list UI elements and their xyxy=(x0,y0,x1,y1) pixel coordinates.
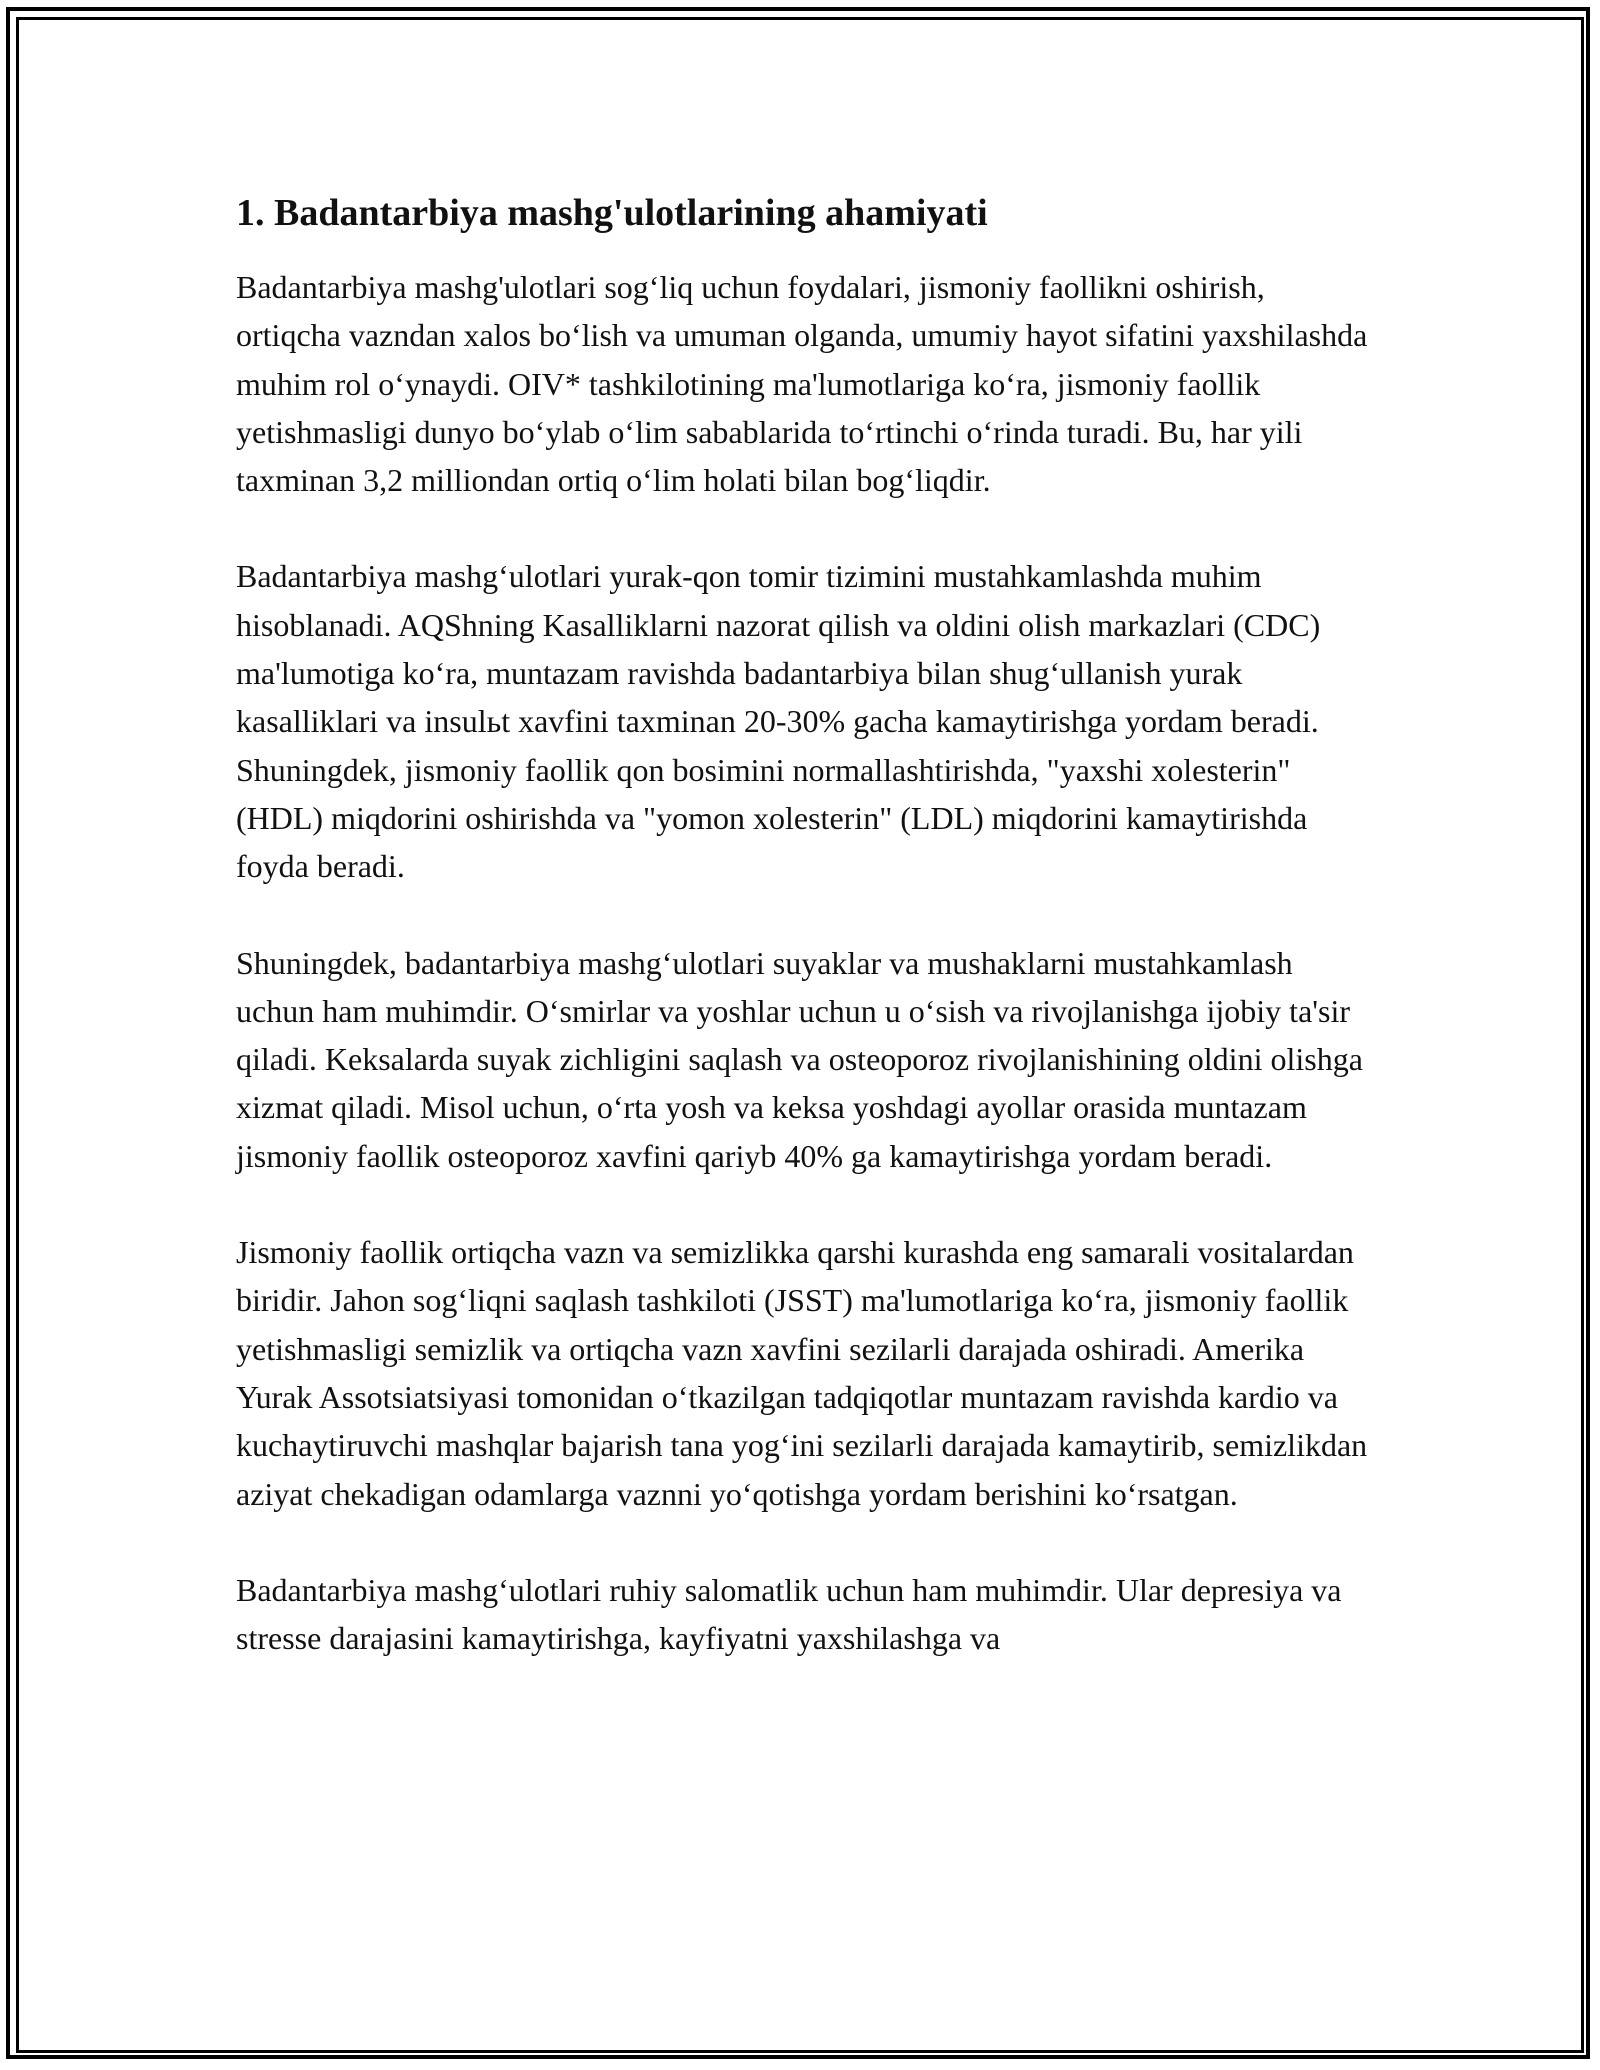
paragraph-4: Jismoniy faollik ortiqcha vazn va semizlikka qarshi kurashda eng samarali vositalardan biridir. Jahon sog‘liqni saqlash tashkiloti (JSST) ma'lumotlariga ko‘ra, jismoniy faollik yetishmasligi semizlik va ortiqcha vazn xavfini sezilarli darajada oshiradi. Amerika Yurak Assotsiatsiyasi tomonidan o‘tkazilgan tadqiqotlar muntazam ravishda kardio va kuchaytiruvchi mashqlar bajarish tana yog‘ini sezilarli darajada kamaytirib, semizlikdan aziyat chekadigan odamlarga vaznni yo‘qotishga yordam berishini ko‘rsatgan. xyxy=(236,1234,1368,1512)
document-body xyxy=(236,186,1372,1710)
paragraph-3: Shuningdek, badantarbiya mashg‘ulotlari suyaklar va mushaklarni mustahkamlash uchun ham muhimdir. O‘smirlar va yoshlar uchun u o‘sish va rivojlanishga ijobiy ta'sir qiladi. Keksalarda suyak zichligini saqlash va osteoporoz rivojlanishining oldini olishga xizmat qiladi. Misol uchun, o‘rta yosh va keksa yoshdagi ayollar orasida muntazam jismoniy faollik osteoporoz xavfini qariyb 40% ga kamaytirishga yordam beradi. xyxy=(236,944,1363,1174)
paragraph-5: Badantarbiya mashg‘ulotlari ruhiy salomatlik uchun ham muhimdir. Ular depresiya va stresse darajasini kamaytirishga, kayfiyatni yaxshilashga va xyxy=(236,1571,1342,1657)
paragraph-2: Badantarbiya mashg‘ulotlari yurak-qon tomir tizimini mustahkamlashda muhim hisoblanadi. AQShning Kasalliklarni nazorat qilish va oldini olish markazlari (CDC) ma'lumotiga ko‘ra, muntazam ravishda badantarbiya bilan shug‘ullanish yurak kasalliklari va insulьt xavfini taxminan 20-30% gacha kamaytirishga yordam beradi. Shuningdek, jismoniy faollik qon bosimini normallashtirishda, "yaxshi xolesterin" (HDL) miqdorini oshirishda va "yomon xolesterin" (LDL) miqdorini kamaytirishda foyda beradi. xyxy=(236,558,1321,885)
section-heading: 1. Badantarbiya mashg'ulotlarining ahamiyati xyxy=(236,192,988,234)
paragraph-1: Badantarbiya mashg'ulotlari sog‘liq uchun foydalari, jismoniy faollikni oshirish, ortiqcha vazndan xalos bo‘lish va umuman olganda, umumiy hayot sifatini yaxshilashda muhim rol o‘ynaydi. OIV* tashkilotining ma'lumotlariga ko‘ra, jismoniy faollik yetishmasligi dunyo bo‘ylab o‘lim sabablarida to‘rtinchi o‘rinda turadi. Bu, har yili taxminan 3,2 milliondan ortiq o‘lim holati bilan bog‘liqdir. xyxy=(236,269,1368,499)
